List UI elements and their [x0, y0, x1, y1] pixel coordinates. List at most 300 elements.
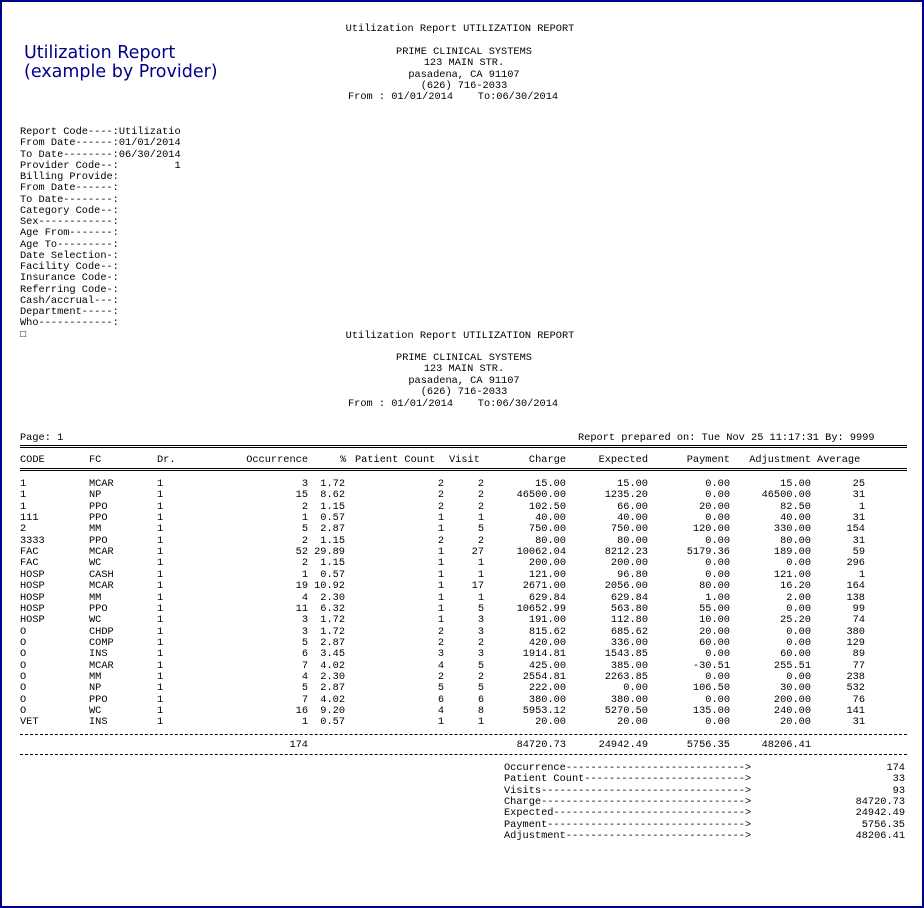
cell-occurrence: 16	[295, 705, 308, 717]
cell-occurrence: 5	[301, 523, 308, 536]
cell-fc: MCAR	[89, 659, 114, 672]
cell-code: 2	[20, 523, 27, 536]
cell-adjustment: 20.00	[780, 716, 811, 729]
cell-charge: 815.62	[528, 625, 566, 638]
cell-dr: 1	[157, 557, 164, 570]
cell-dr: 1	[157, 568, 164, 581]
cell-adjustment: 16.20	[780, 580, 811, 593]
cell-patient-count: 1	[437, 523, 444, 536]
total-adjustment: 48206.41	[761, 739, 811, 751]
cell-code: 1	[20, 478, 27, 490]
cell-charge: 222.00	[528, 682, 566, 695]
cell-visit: 27	[471, 546, 484, 559]
col-patient-count: Patient Count	[355, 454, 436, 466]
cell-adjustment: 0.00	[786, 602, 811, 615]
cell-fc: MCAR	[89, 580, 114, 593]
cell-adjustment: 15.00	[780, 478, 811, 490]
cell-patient-count: 1	[437, 557, 444, 570]
cell-average: 238	[846, 670, 865, 683]
criteria-line: Age To---------:	[20, 238, 119, 251]
cell-dr: 1	[157, 591, 164, 604]
cell-dr: 1	[157, 602, 164, 615]
cell-expected: 685.62	[610, 625, 648, 638]
cell-visit: 1	[477, 591, 484, 604]
cell-average: 31	[852, 534, 865, 547]
cell-dr: 1	[157, 500, 164, 513]
cell-code: VET	[20, 716, 39, 729]
summary-value: 84720.73	[855, 795, 905, 808]
cell-visit: 17	[471, 580, 484, 593]
cell-average: 31	[852, 489, 865, 502]
cell-expected: 1543.85	[604, 648, 648, 661]
cell-charge: 10062.04	[516, 546, 566, 559]
cell-visit: 2	[477, 670, 484, 683]
cell-fc: COMP	[89, 636, 114, 649]
cell-occurrence: 4	[301, 670, 308, 683]
cell-dr: 1	[157, 580, 164, 593]
cell-average: 164	[846, 580, 865, 593]
total-charge: 84720.73	[516, 739, 566, 751]
cell-adjustment: 255.51	[773, 659, 811, 672]
cell-charge: 5953.12	[522, 705, 566, 717]
cell-average: 31	[852, 512, 865, 525]
cell-fc: PPO	[89, 693, 108, 706]
cell-visit: 5	[477, 659, 484, 672]
col-payment: Payment	[686, 454, 730, 466]
cell-dr: 1	[157, 489, 164, 502]
cell-patient-count: 2	[437, 625, 444, 638]
cell-average: 141	[846, 705, 865, 717]
col-charge: Charge	[528, 454, 566, 466]
cell-fc: MM	[89, 523, 102, 536]
cell-average: 89	[852, 648, 865, 661]
summary-label: Charge--------------------------------->	[504, 795, 752, 808]
cell-payment: 20.00	[699, 500, 730, 513]
cell-pct: 2.30	[320, 670, 345, 683]
cell-code: O	[20, 648, 27, 661]
cell-pct: 9.20	[320, 705, 345, 717]
col-occurrence: Occurrence	[246, 454, 308, 466]
cell-charge: 10652.99	[516, 602, 566, 615]
cell-average: 532	[846, 682, 865, 695]
cell-average: 296	[846, 557, 865, 570]
col-visit: Visit	[449, 454, 480, 466]
cell-patient-count: 3	[437, 648, 444, 661]
cell-visit: 3	[477, 614, 484, 627]
cell-payment: 0.00	[705, 670, 730, 683]
cell-fc: MM	[89, 670, 102, 683]
cell-payment: 1.00	[705, 591, 730, 604]
cell-payment: 0.00	[705, 693, 730, 706]
page-heading	[24, 44, 218, 82]
cell-fc: INS	[89, 716, 108, 729]
cell-expected: 1235.20	[604, 489, 648, 502]
cell-adjustment: 189.00	[773, 546, 811, 559]
report-title-2: Utilization Report UTILIZATION REPORT	[345, 330, 575, 342]
cell-fc: PPO	[89, 534, 108, 547]
cell-dr: 1	[157, 648, 164, 661]
cell-average: 25	[852, 478, 865, 490]
cell-average: 77	[852, 659, 865, 672]
cell-patient-count: 2	[437, 670, 444, 683]
cell-average: 74	[852, 614, 865, 627]
criteria-line: To Date--------:06/30/2014	[20, 148, 181, 161]
cell-patient-count: 1	[437, 614, 444, 627]
cell-average: 99	[852, 602, 865, 615]
header-bottom-rule	[20, 468, 907, 471]
report-title: Utilization Report UTILIZATION REPORT	[345, 23, 575, 35]
summary-value: 33	[892, 773, 905, 786]
cell-dr: 1	[157, 705, 164, 717]
cell-visit: 6	[477, 693, 484, 706]
cell-patient-count: 2	[437, 636, 444, 649]
summary-label: Visits--------------------------------->	[504, 784, 752, 797]
cell-adjustment: 82.50	[780, 500, 811, 513]
cell-occurrence: 52	[295, 546, 308, 559]
cell-visit: 2	[477, 534, 484, 547]
cell-expected: 96.80	[617, 568, 648, 581]
cell-expected: 112.80	[610, 614, 648, 627]
company-phone: (626) 716-2033	[420, 80, 508, 92]
col-adjustment: Adjustment	[749, 454, 811, 466]
cell-occurrence: 19	[295, 580, 308, 593]
cell-visit: 2	[477, 500, 484, 513]
cell-charge: 46500.00	[516, 489, 566, 502]
cell-pct: 6.32	[320, 602, 345, 615]
cell-pct: 8.62	[320, 489, 345, 502]
cell-dr: 1	[157, 716, 164, 729]
cell-average: 129	[846, 636, 865, 649]
cell-expected: 380.00	[610, 693, 648, 706]
cell-adjustment: 46500.00	[761, 489, 811, 502]
cell-adjustment: 60.00	[780, 648, 811, 661]
cell-pct: 4.02	[320, 693, 345, 706]
company-street-2: 123 MAIN STR.	[423, 363, 505, 375]
cell-fc: MM	[89, 591, 102, 604]
cell-code: O	[20, 705, 27, 717]
cell-pct: 4.02	[320, 659, 345, 672]
cell-visit: 1	[477, 568, 484, 581]
cell-patient-count: 1	[437, 716, 444, 729]
cell-adjustment: 25.20	[780, 614, 811, 627]
cell-charge: 750.00	[528, 523, 566, 536]
company-phone-2: (626) 716-2033	[420, 386, 508, 398]
cell-fc: NP	[89, 489, 102, 502]
page-number: Page: 1	[20, 432, 64, 444]
cell-average: 154	[846, 523, 865, 536]
cell-pct: 1.72	[320, 478, 345, 490]
cell-visit: 5	[477, 602, 484, 615]
company-city-2: pasadena, CA 91107	[408, 375, 520, 387]
summary-label: Patient Count-------------------------->	[504, 773, 752, 786]
cell-charge: 80.00	[535, 534, 566, 547]
criteria-line: Facility Code--:	[20, 261, 119, 273]
cell-pct: 0.57	[320, 512, 345, 525]
cell-code: HOSP	[20, 602, 45, 615]
cell-charge: 425.00	[528, 659, 566, 672]
totals-bottom-rule	[20, 754, 907, 755]
cell-occurrence: 2	[301, 500, 308, 513]
cell-adjustment: 30.00	[780, 682, 811, 695]
cell-payment: 0.00	[705, 534, 730, 547]
cell-charge: 200.00	[528, 557, 566, 570]
cell-pct: 0.57	[320, 716, 345, 729]
col-expected: Expected	[598, 454, 648, 466]
cell-occurrence: 5	[301, 682, 308, 695]
cell-payment: 120.00	[692, 523, 730, 536]
cell-payment: 106.50	[692, 682, 730, 695]
cell-payment: 0.00	[705, 568, 730, 581]
criteria-line: Cash/accrual---:	[20, 294, 119, 307]
cell-visit: 8	[477, 705, 484, 717]
cell-expected: 385.00	[610, 659, 648, 672]
criteria-line: Provider Code--: 1	[20, 159, 181, 172]
cell-dr: 1	[157, 636, 164, 649]
cell-occurrence: 3	[301, 614, 308, 627]
cell-pct: 2.30	[320, 591, 345, 604]
cell-patient-count: 1	[437, 568, 444, 581]
cell-visit: 5	[477, 682, 484, 695]
cell-charge: 1914.81	[522, 648, 566, 661]
cell-pct: 2.87	[320, 682, 345, 695]
cell-patient-count: 6	[437, 693, 444, 706]
cell-occurrence: 1	[301, 568, 308, 581]
cell-dr: 1	[157, 682, 164, 695]
summary-value: 174	[886, 762, 905, 774]
cell-expected: 66.00	[617, 500, 648, 513]
cell-occurrence: 2	[301, 534, 308, 547]
cell-charge: 102.50	[528, 500, 566, 513]
cell-visit: 1	[477, 512, 484, 525]
cell-adjustment: 40.00	[780, 512, 811, 525]
cell-patient-count: 1	[437, 602, 444, 615]
cell-payment: 0.00	[705, 489, 730, 502]
cell-adjustment: 80.00	[780, 534, 811, 547]
cell-patient-count: 1	[437, 591, 444, 604]
cell-charge: 380.00	[528, 693, 566, 706]
cell-patient-count: 2	[437, 500, 444, 513]
cell-adjustment: 0.00	[786, 557, 811, 570]
cell-visit: 3	[477, 625, 484, 638]
cell-charge: 2554.81	[522, 670, 566, 683]
report-date-range-2: From : 01/01/2014 To:06/30/2014	[348, 398, 559, 410]
total-payment: 5756.35	[686, 739, 730, 751]
company-name-2: PRIME CLINICAL SYSTEMS	[396, 352, 532, 364]
cell-dr: 1	[157, 534, 164, 547]
cell-expected: 80.00	[617, 534, 648, 547]
cell-code: 111	[20, 512, 39, 525]
cell-pct: 2.87	[320, 523, 345, 536]
cell-patient-count: 2	[437, 534, 444, 547]
prepared-on: Report prepared on: Tue Nov 25 11:17:31 By: 9999	[578, 432, 875, 444]
cell-dr: 1	[157, 478, 164, 490]
cell-dr: 1	[157, 512, 164, 525]
cell-fc: PPO	[89, 500, 108, 513]
cell-payment: -30.51	[692, 659, 730, 672]
cell-pct: 1.15	[320, 500, 345, 513]
cell-occurrence: 6	[301, 648, 308, 661]
cell-occurrence: 2	[301, 557, 308, 570]
cell-code: O	[20, 693, 27, 706]
cell-patient-count: 1	[437, 580, 444, 593]
cell-pct: 1.15	[320, 557, 345, 570]
criteria-line: Age From-------:	[20, 227, 119, 240]
cell-expected: 2056.00	[604, 580, 648, 593]
cell-patient-count: 2	[437, 478, 444, 490]
criteria-line: □	[20, 328, 27, 341]
cell-occurrence: 5	[301, 636, 308, 649]
cell-adjustment: 121.00	[773, 568, 811, 581]
totals-top-rule	[20, 734, 907, 735]
criteria-line: Insurance Code-:	[20, 272, 119, 285]
cell-adjustment: 0.00	[786, 670, 811, 683]
cell-dr: 1	[157, 523, 164, 536]
cell-code: O	[20, 682, 27, 695]
criteria-line: Billing Provide:	[20, 171, 119, 183]
cell-code: FAC	[20, 557, 39, 570]
cell-occurrence: 3	[301, 478, 308, 490]
criteria-line: Department-----:	[20, 306, 119, 318]
cell-pct: 29.89	[314, 546, 345, 559]
summary-label: Occurrence----------------------------->	[504, 762, 752, 774]
cell-expected: 5270.50	[604, 705, 648, 717]
cell-code: 3333	[20, 534, 45, 547]
cell-fc: CASH	[89, 568, 114, 581]
cell-fc: PPO	[89, 512, 108, 525]
company-street: 123 MAIN STR.	[423, 57, 505, 69]
cell-occurrence: 11	[295, 602, 308, 615]
criteria-line: Referring Code-:	[20, 283, 119, 296]
cell-occurrence: 1	[301, 716, 308, 729]
criteria-line: Category Code--:	[20, 204, 119, 217]
cell-expected: 20.00	[617, 716, 648, 729]
cell-expected: 0.00	[623, 682, 648, 695]
cell-fc: WC	[89, 705, 102, 717]
cell-payment: 0.00	[705, 648, 730, 661]
cell-payment: 0.00	[705, 512, 730, 525]
cell-code: O	[20, 670, 27, 683]
cell-code: O	[20, 625, 27, 638]
cell-payment: 0.00	[705, 716, 730, 729]
cell-dr: 1	[157, 614, 164, 627]
cell-code: HOSP	[20, 614, 45, 627]
company-name: PRIME CLINICAL SYSTEMS	[396, 46, 532, 58]
cell-charge: 15.00	[535, 478, 566, 490]
cell-pct: 1.72	[320, 625, 345, 638]
heading-title: Utilization Report	[24, 43, 176, 63]
cell-adjustment: 200.00	[773, 693, 811, 706]
cell-pct: 2.87	[320, 636, 345, 649]
cell-patient-count: 1	[437, 512, 444, 525]
cell-average: 76	[852, 693, 865, 706]
cell-fc: NP	[89, 682, 102, 695]
cell-code: FAC	[20, 546, 39, 559]
total-occurrence: 174	[289, 739, 308, 751]
cell-expected: 2263.85	[604, 670, 648, 683]
cell-payment: 80.00	[699, 580, 730, 593]
cell-code: 1	[20, 489, 27, 502]
cell-visit: 3	[477, 648, 484, 661]
cell-fc: MCAR	[89, 546, 114, 559]
cell-fc: WC	[89, 614, 102, 627]
criteria-line: To Date--------:	[20, 193, 119, 206]
summary-label: Adjustment----------------------------->	[504, 829, 752, 842]
cell-adjustment: 330.00	[773, 523, 811, 536]
cell-code: HOSP	[20, 580, 45, 593]
cell-dr: 1	[157, 659, 164, 672]
cell-payment: 20.00	[699, 625, 730, 638]
cell-charge: 191.00	[528, 614, 566, 627]
criteria-line: Who------------:	[20, 317, 119, 330]
cell-fc: MCAR	[89, 478, 114, 490]
col-dr: Dr.	[157, 454, 176, 466]
cell-occurrence: 7	[301, 659, 308, 672]
cell-charge: 40.00	[535, 512, 566, 525]
cell-charge: 2671.00	[522, 580, 566, 593]
cell-occurrence: 3	[301, 625, 308, 638]
cell-code: O	[20, 636, 27, 649]
report-date-range: From : 01/01/2014 To:06/30/2014	[348, 91, 559, 103]
cell-visit: 2	[477, 489, 484, 502]
cell-charge: 121.00	[528, 568, 566, 581]
summary-value: 24942.49	[855, 807, 905, 820]
cell-patient-count: 5	[437, 682, 444, 695]
cell-visit: 2	[477, 636, 484, 649]
cell-adjustment: 0.00	[786, 625, 811, 638]
cell-expected: 750.00	[610, 523, 648, 536]
cell-adjustment: 0.00	[786, 636, 811, 649]
cell-adjustment: 240.00	[773, 705, 811, 717]
cell-expected: 563.80	[610, 602, 648, 615]
cell-visit: 2	[477, 478, 484, 490]
cell-dr: 1	[157, 693, 164, 706]
cell-patient-count: 1	[437, 546, 444, 559]
cell-payment: 135.00	[692, 705, 730, 717]
col-average: Average	[817, 454, 861, 466]
col-fc: FC	[89, 454, 102, 466]
cell-expected: 8212.23	[604, 546, 648, 559]
criteria-line: From Date------:	[20, 182, 119, 195]
criteria-line: Report Code----:Utilizatio	[20, 126, 181, 138]
header-top-rule	[20, 445, 907, 448]
cell-adjustment: 2.00	[786, 591, 811, 604]
cell-pct: 1.15	[320, 534, 345, 547]
cell-occurrence: 1	[301, 512, 308, 525]
cell-code: O	[20, 659, 27, 672]
cell-code: HOSP	[20, 568, 45, 581]
cell-average: 1	[858, 500, 865, 513]
cell-dr: 1	[157, 546, 164, 559]
cell-visit: 1	[477, 557, 484, 570]
summary-label: Expected------------------------------->	[504, 807, 752, 820]
cell-patient-count: 2	[437, 489, 444, 502]
cell-payment: 5179.36	[686, 546, 730, 559]
cell-payment: 0.00	[705, 557, 730, 570]
summary-value: 93	[892, 784, 905, 797]
cell-expected: 15.00	[617, 478, 648, 490]
cell-fc: CHDP	[89, 625, 114, 638]
cell-expected: 40.00	[617, 512, 648, 525]
cell-fc: PPO	[89, 602, 108, 615]
cell-patient-count: 4	[437, 659, 444, 672]
criteria-line: From Date------:01/01/2014	[20, 137, 181, 150]
cell-payment: 55.00	[699, 602, 730, 615]
cell-visit: 1	[477, 716, 484, 729]
col-pct: %	[340, 454, 347, 466]
cell-expected: 200.00	[610, 557, 648, 570]
summary-label: Payment-------------------------------->	[504, 818, 752, 831]
cell-payment: 60.00	[699, 636, 730, 649]
